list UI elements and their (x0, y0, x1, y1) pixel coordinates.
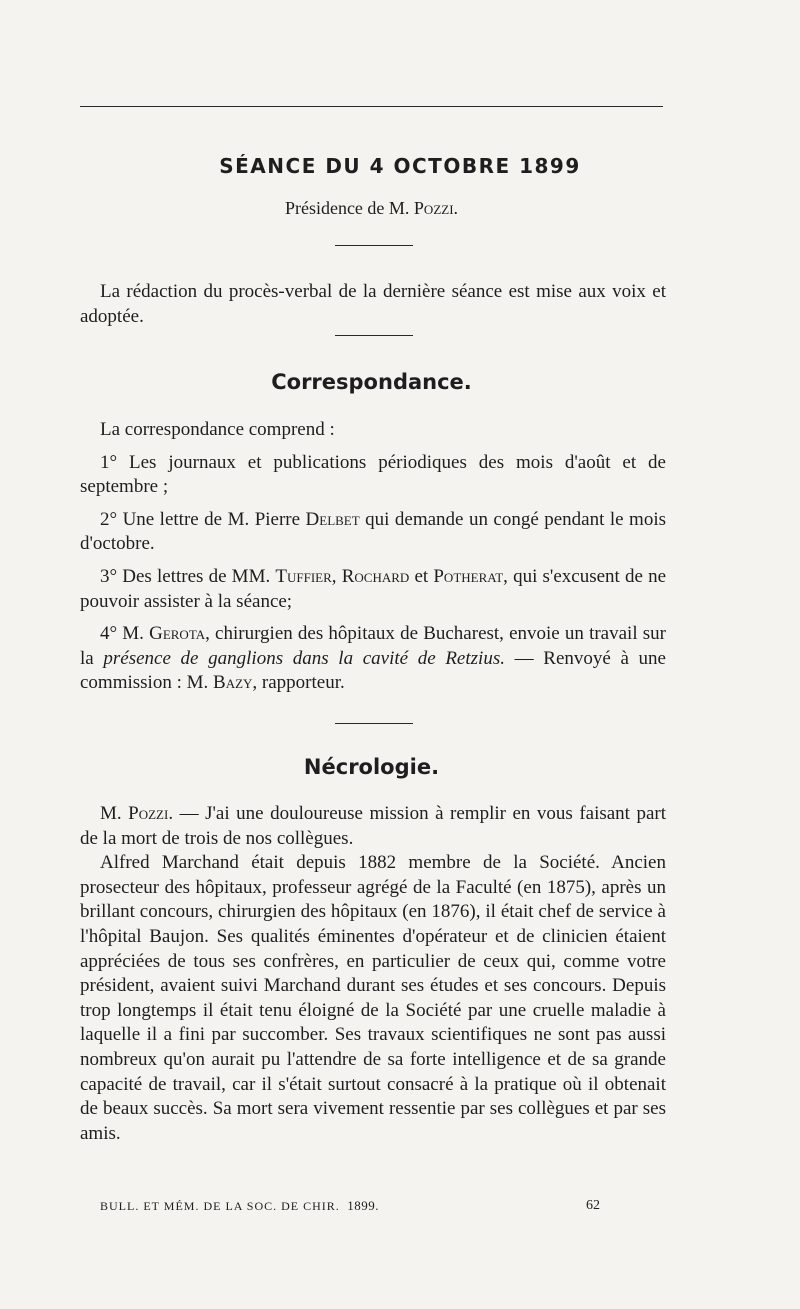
item-3-name-1: Tuffier (275, 565, 332, 587)
top-rule (80, 106, 663, 107)
item-3-text-b: , qui s'excusent de ne pouvoir assister à la séance; (80, 565, 667, 612)
necrologie-text-1: — J'ai une douloureuse mission à remplir en vous faisant part de la mort de trois de nos collègues. (80, 803, 667, 849)
page-footer (100, 1198, 600, 1214)
footer-journal-line (100, 1198, 379, 1214)
item-3-text-a: 3° Des lettres de MM. (100, 565, 271, 587)
correspondance-intro: La correspondance comprend : (100, 419, 335, 440)
item-4-text-d: , rapporteur. (252, 672, 345, 694)
item-4-name: Gerota (149, 623, 206, 645)
item-4-work-title: présence de ganglions dans la cavité de Retzius. (103, 647, 505, 669)
item-2-text-b: qui demande un congé pendant le mois d'octobre. (80, 508, 666, 555)
item-4-text-b: , chirurgien des hôpitaux de Bucharest, envoie un travail sur la (80, 623, 666, 669)
correspondance-heading: Correspondance. (271, 370, 472, 394)
item-3-name-2: Rochard (341, 565, 410, 587)
correspondance-item-2 (80, 508, 666, 557)
page-number: 62 (586, 1198, 600, 1213)
proces-verbal-paragraph (80, 280, 666, 329)
seance-title: SÉANCE DU 4 OCTOBRE 1899 (219, 154, 581, 178)
separator-rule (335, 723, 413, 724)
necrologie-body (80, 802, 666, 1146)
separator-rule (335, 335, 413, 336)
item-4-text-a: 4° M. (100, 623, 144, 645)
correspondance-item-3 (80, 565, 666, 614)
item-4-text-c: — Renvoyé à une commission : M. (80, 647, 666, 694)
necrologie-paragraph-1 (80, 802, 666, 851)
necrologie-heading: Nécrologie. (303, 755, 440, 779)
proces-verbal-text: La rédaction du procès-verbal de la dernière séance est mise aux voix et adoptée. (80, 281, 666, 327)
presidence-line (0, 198, 743, 219)
president-name: Pozzi. (413, 198, 459, 218)
item-2-name: Delbet (305, 508, 360, 530)
footer-year: 1899. (347, 1198, 380, 1213)
correspondance-item-1: 1° Les journaux et publications périodiques des mois d'août et de septembre ; (80, 451, 666, 498)
item-3-name-3: Potherat (433, 565, 504, 587)
correspondance-item-4 (80, 622, 666, 696)
item-3-separator: , (331, 565, 337, 587)
item-2-text-a: 2° Une lettre de M. Pierre (100, 508, 301, 530)
correspondance-body (80, 418, 666, 696)
necrologie-paragraph-2: Alfred Marchand était depuis 1882 membre de la Société. Ancien prosecteur des hôpitaux, professeur agrégé de la Faculté (en 1875), après un brillant concours, chirurgien des hôpitaux (en 1876), il était chef de service à l'hôpital Baujon. Ses qualités éminentes d'opérateur et de clinicien étaient appréciées de tous ses confrères, en particulier de ceux qui, comme votre président, avaient suivi Marchand durant ses études et ses concours. Depuis trop longtemps il était tenu éloigné de la Société par une cruelle maladie à laquelle il a fini par succomber. Ses travaux scientifiques ne sont pas aussi nombreux qu'on aurait pu l'attendre de sa forte intelligence et de sa grande capacité de travail, car il s'était surtout consacré à la pratique où il obtenait de beaux succès. Sa mort sera vivement ressentie par ses collègues et par ses amis. (80, 852, 666, 1144)
speaker-name: M. Pozzi. (100, 803, 174, 824)
item-4-rapporteur-name: Bazy (213, 672, 253, 694)
footer-journal: BULL. ET MÉM. DE LA SOC. DE CHIR. (100, 1199, 340, 1213)
item-3-and: et (414, 565, 429, 587)
presidence-prefix: Présidence de M. (284, 198, 410, 218)
separator-rule (335, 245, 413, 246)
